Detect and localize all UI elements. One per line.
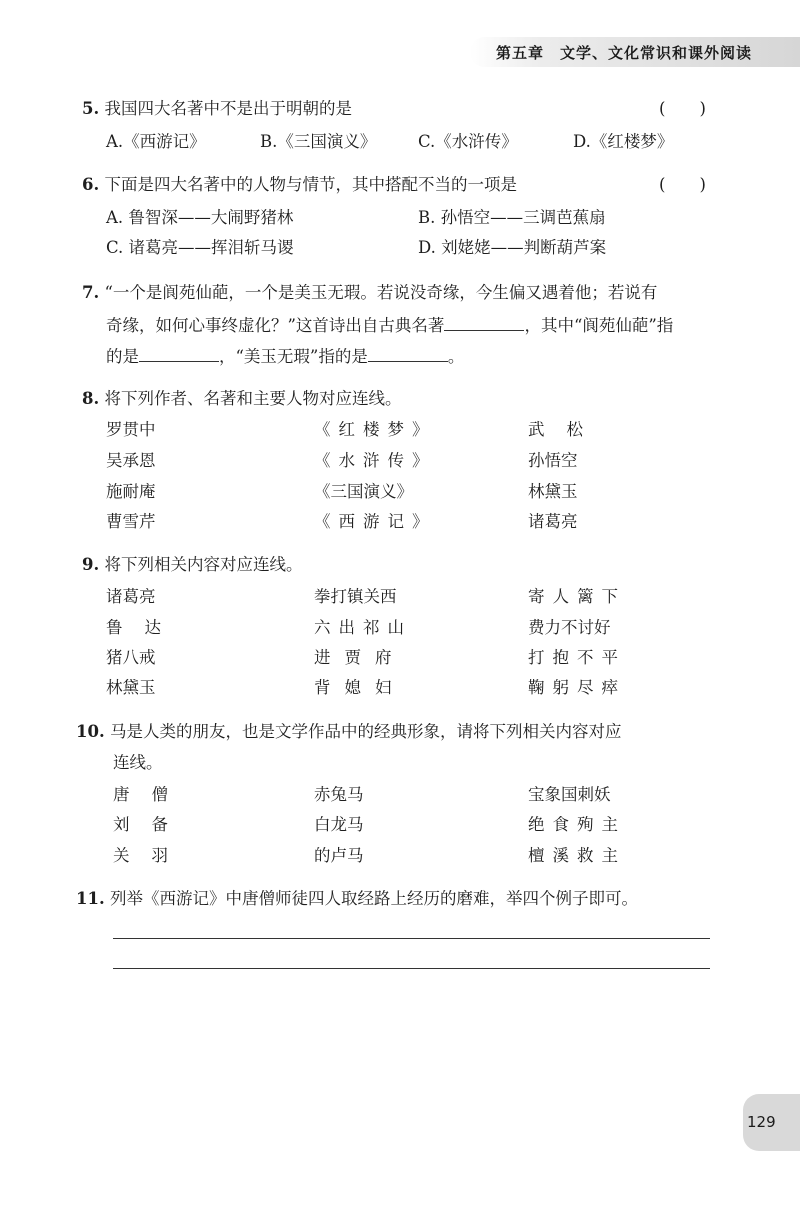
- match-item: 宝象国刺妖: [528, 785, 611, 804]
- author-item: 曹雪芹: [106, 512, 156, 531]
- question-6-stem: [82, 177, 517, 194]
- question-5-stem: [82, 101, 352, 118]
- match-item: 鞠躬尽瘁: [528, 678, 626, 697]
- match-item: 费力不讨好: [528, 618, 611, 637]
- match-item: 背媳妇: [314, 678, 406, 697]
- book-item: 《三国演义》: [314, 482, 413, 501]
- book-item: 《西游记》: [314, 512, 437, 531]
- question-text: 。: [447, 347, 465, 366]
- match-item: 诸葛亮: [106, 587, 156, 606]
- match-item: 绝食殉主: [528, 815, 626, 834]
- question-text: ，“美玉无瑕”指的是: [219, 347, 368, 366]
- question-number: 6.: [82, 175, 100, 194]
- question-number: 11.: [76, 889, 105, 908]
- question-text: 我国四大名著中不是出于明朝的是: [104, 99, 352, 118]
- match-item: 鲁达: [106, 618, 183, 637]
- answer-parentheses: [659, 177, 706, 194]
- match-item: 唐僧: [113, 785, 190, 804]
- option-c: C. 诸葛亮——挥泪斩马谡: [106, 238, 294, 257]
- question-number: 8.: [82, 389, 100, 408]
- question-10-stem: [76, 724, 621, 741]
- question-text: 奇缘，如何心事终虚化？”这首诗出自古典名著: [106, 316, 445, 335]
- question-text: ，其中“阆苑仙葩”指: [524, 316, 674, 335]
- character-item: 林黛玉: [528, 482, 578, 501]
- character-item: 武松: [528, 420, 605, 439]
- question-number: 9.: [82, 555, 100, 574]
- question-text: 下面是四大名著中的人物与情节，其中搭配不当的一项是: [104, 175, 517, 194]
- book-item: 《红楼梦》: [314, 420, 437, 439]
- question-text: 马是人类的朋友，也是文学作品中的经典形象，请将下列相关内容对应: [109, 722, 622, 741]
- question-7-line-3: [106, 347, 464, 366]
- match-item: 六出祁山: [314, 618, 412, 637]
- character-item: 诸葛亮: [528, 512, 578, 531]
- option-a: A. 鲁智深——大闹野猪林: [106, 208, 294, 227]
- match-item: 猪八戒: [106, 648, 156, 667]
- author-item: 吴承恩: [106, 451, 156, 470]
- option-d: D.《红楼梦》: [573, 132, 674, 151]
- question-7-line-2: [106, 316, 673, 335]
- paren-open: (: [659, 99, 666, 118]
- match-item: 拳打镇关西: [314, 587, 397, 606]
- paren-open: (: [659, 175, 666, 194]
- match-item: 赤兔马: [314, 785, 364, 804]
- question-text: 列举《西游记》中唐僧师徒四人取经路上经历的磨难，举四个例子即可。: [109, 889, 638, 908]
- author-item: 罗贯中: [106, 420, 156, 439]
- answer-parentheses: [659, 101, 706, 118]
- match-item: 寄人篱下: [528, 587, 626, 606]
- question-9-stem: [82, 557, 302, 574]
- question-text: 将下列相关内容对应连线。: [104, 555, 303, 574]
- match-item: 白龙马: [314, 815, 364, 834]
- match-item: 林黛玉: [106, 678, 156, 697]
- author-item: 施耐庵: [106, 482, 156, 501]
- match-item: 的卢马: [314, 846, 364, 865]
- chapter-title: 第五章 文学、文化常识和课外阅读: [496, 44, 753, 62]
- option-b: B. 孙悟空——三调芭蕉扇: [418, 208, 606, 227]
- option-c: C.《水浒传》: [418, 132, 518, 151]
- paren-close: ): [699, 175, 706, 194]
- page-number: 129: [747, 1113, 776, 1131]
- match-item: 檀溪救主: [528, 846, 626, 865]
- fill-blank[interactable]: [139, 347, 219, 362]
- question-11-stem: [76, 891, 638, 908]
- question-7-line-1: [82, 285, 657, 302]
- question-text: 的是: [106, 347, 139, 366]
- book-item: 《水浒传》: [314, 451, 437, 470]
- option-a: A.《西游记》: [106, 132, 206, 151]
- paren-close: ): [699, 99, 706, 118]
- question-number: 5.: [82, 99, 100, 118]
- question-10-stem-line-2: 连线。: [113, 753, 163, 772]
- question-8-stem: [82, 391, 401, 408]
- match-item: 关羽: [113, 846, 190, 865]
- question-text: 将下列作者、名著和主要人物对应连线。: [104, 389, 402, 408]
- match-item: 打抱不平: [528, 648, 626, 667]
- option-b: B.《三国演义》: [260, 132, 377, 151]
- match-item: 刘备: [113, 815, 190, 834]
- character-item: 孙悟空: [528, 451, 578, 470]
- question-number: 10.: [76, 722, 105, 741]
- fill-blank[interactable]: [444, 316, 524, 331]
- fill-blank[interactable]: [368, 347, 448, 362]
- option-d: D. 刘姥姥——判断葫芦案: [418, 238, 607, 257]
- answer-line[interactable]: [113, 968, 710, 969]
- question-text: “一个是阆苑仙葩，一个是美玉无瑕。若说没奇缘，今生偏又遇着他；若说有: [104, 283, 658, 302]
- match-item: 进贾府: [314, 648, 406, 667]
- answer-line[interactable]: [113, 938, 710, 939]
- question-number: 7.: [82, 283, 100, 302]
